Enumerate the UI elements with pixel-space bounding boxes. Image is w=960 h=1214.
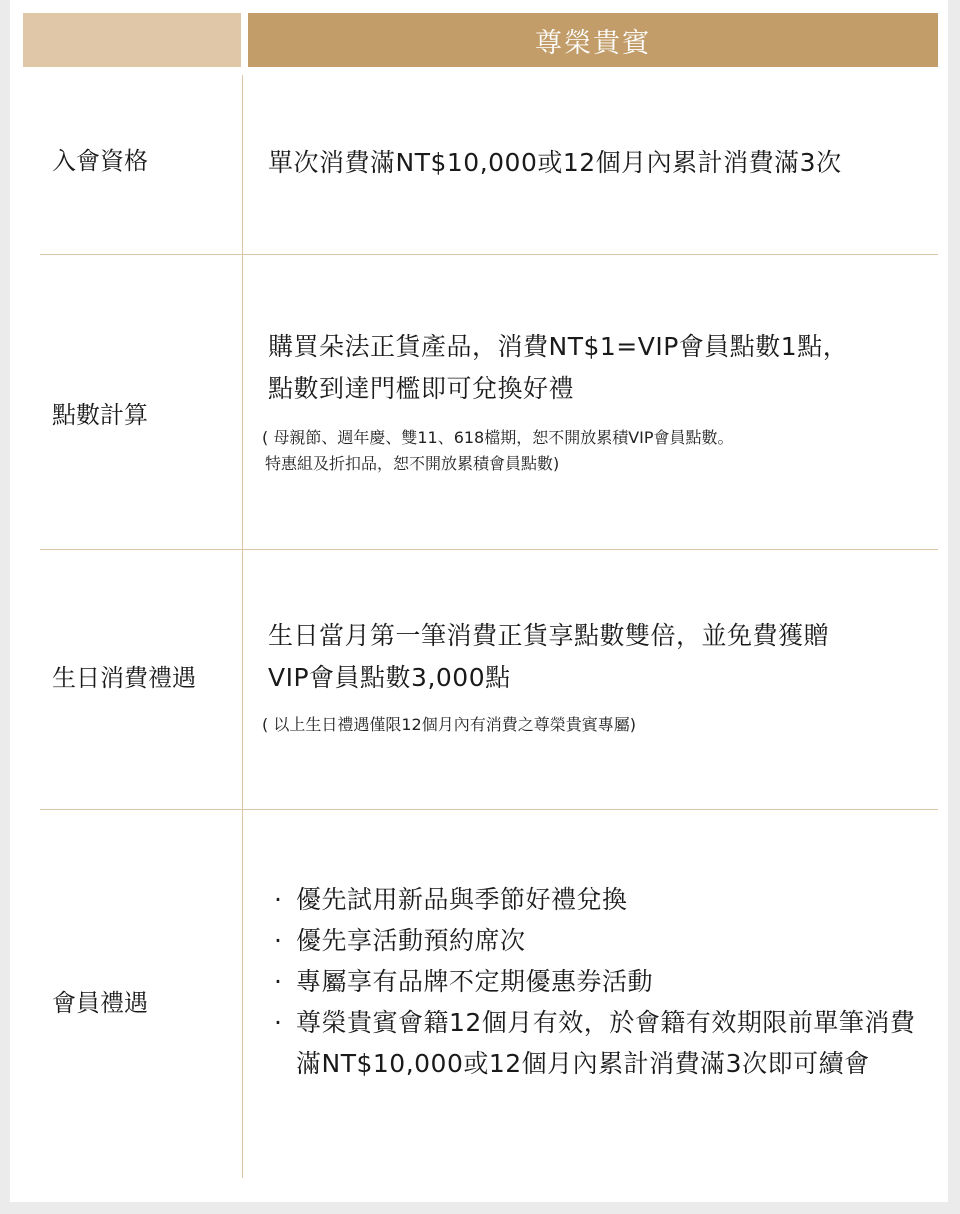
row-divider [40, 809, 938, 810]
points-note-line: 特惠組及折扣品，恕不開放累積會員點數) [265, 454, 560, 473]
birthday-note: ( 以上生日禮遇僅限12個月內有消費之尊榮貴賓專屬) [262, 715, 636, 734]
points-note [262, 425, 922, 477]
bullet-icon: · [274, 885, 283, 914]
list-item [274, 920, 924, 961]
benefits-list [274, 879, 924, 1084]
points-note-line: ( 母親節、週年慶、雙11、618檔期，恕不開放累積VIP會員點數。 [262, 428, 734, 447]
points-text-line: 購買朵法正貨產品，消費NT$1=VIP會員點數1點， [268, 332, 849, 361]
points-text-line: 點數到達門檻即可兌換好禮 [268, 374, 575, 403]
birthday-text-line: VIP會員點數3,000點 [268, 663, 511, 692]
benefit-text: 專屬享有品牌不定期優惠券活動 [296, 967, 654, 996]
row-divider [40, 254, 938, 255]
bullet-icon: · [274, 1008, 283, 1037]
birthday-text [268, 615, 928, 699]
points-text [268, 326, 928, 410]
list-item [274, 1002, 924, 1084]
birthday-text-line: 生日當月第一筆消費正貨享點數雙倍，並免費獲贈 [268, 621, 830, 650]
benefit-text: 尊榮貴賓會籍12個月有效，於會籍有效期限前單筆消費滿NT$10,000或12個月內累計消費滿3次即可續會 [296, 1008, 916, 1078]
benefit-text: 優先試用新品與季節好禮兌換 [296, 885, 628, 914]
tier-header [248, 13, 938, 67]
bullet-icon: · [274, 967, 283, 996]
row-divider [40, 549, 938, 550]
row-label-points: 點數計算 [52, 401, 148, 429]
eligibility-text: 單次消費滿NT$10,000或12個月內累計消費滿3次 [268, 148, 842, 177]
list-item [274, 879, 924, 920]
column-divider [242, 75, 243, 1178]
list-item [274, 961, 924, 1002]
table-header-blank [23, 13, 241, 67]
row-label-birthday: 生日消費禮遇 [52, 664, 196, 692]
row-label-benefits: 會員禮遇 [52, 989, 148, 1017]
bullet-icon: · [274, 926, 283, 955]
tier-title: 尊榮貴賓 [535, 27, 651, 59]
benefit-text: 優先享活動預約席次 [296, 926, 526, 955]
row-label-eligibility: 入會資格 [52, 147, 148, 175]
